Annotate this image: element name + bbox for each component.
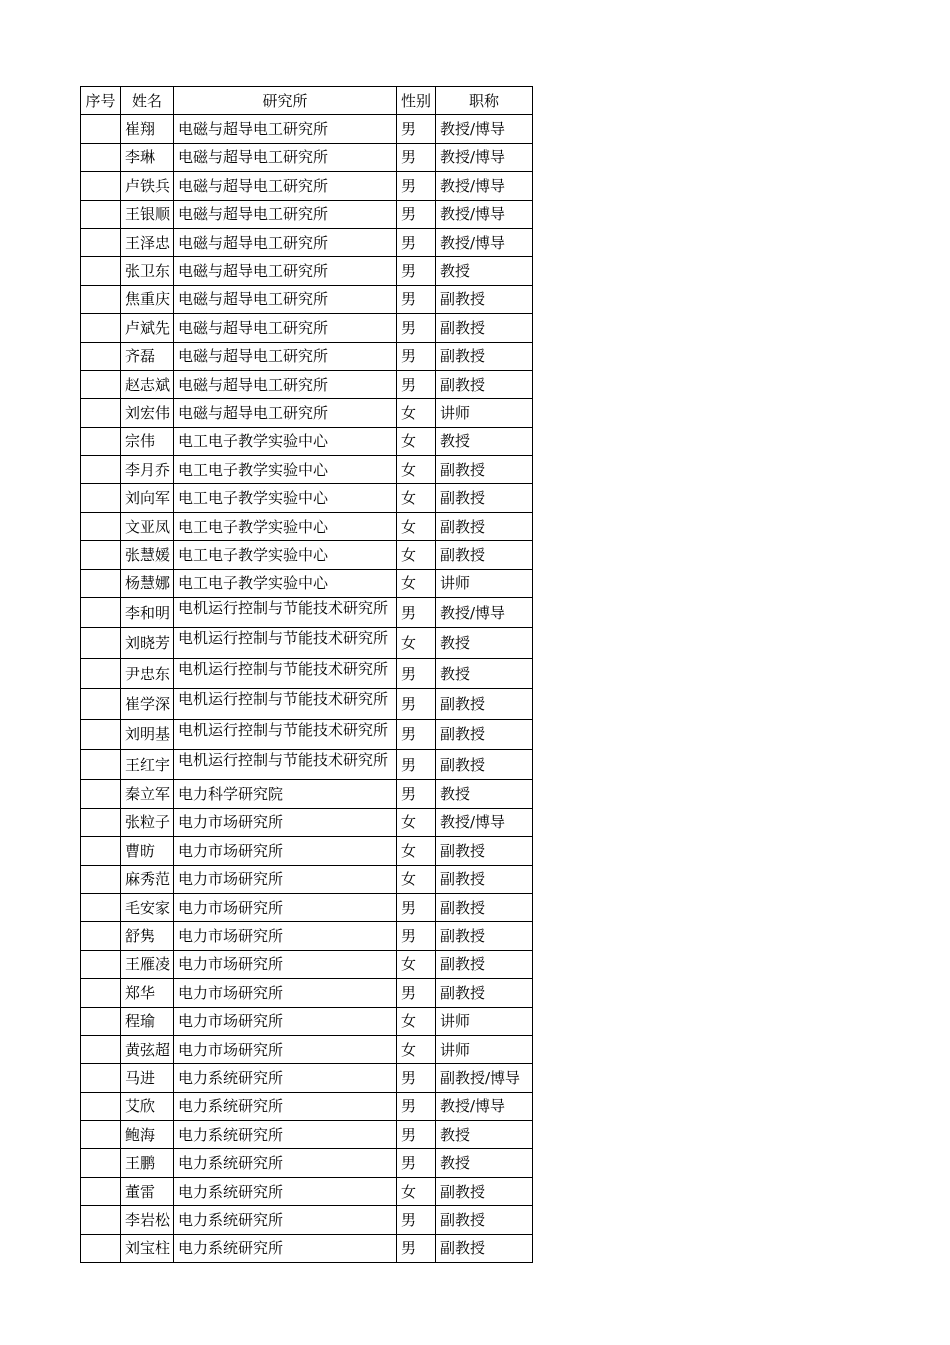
cell-institute: 电力市场研究所: [174, 837, 397, 865]
cell-gender: 女: [397, 541, 436, 569]
cell-name: 马进: [121, 1064, 174, 1092]
cell-gender: 男: [397, 780, 436, 808]
table-row: [81, 285, 533, 313]
table-row: [81, 456, 533, 484]
cell-title: 讲师: [436, 1007, 533, 1035]
table-row: [81, 950, 533, 978]
cell-gender: 男: [397, 370, 436, 398]
cell-no: [81, 1149, 121, 1177]
table-row: [81, 749, 533, 779]
cell-title: 教授: [436, 1149, 533, 1177]
cell-gender: 男: [397, 257, 436, 285]
table-row: [81, 658, 533, 688]
cell-title: 副教授: [436, 314, 533, 342]
cell-name: 李岩松: [121, 1206, 174, 1234]
cell-no: [81, 427, 121, 455]
cell-name: 曹昉: [121, 837, 174, 865]
table-row: [81, 628, 533, 658]
cell-no: [81, 689, 121, 719]
cell-gender: 男: [397, 1092, 436, 1120]
cell-name: 王红宇: [121, 749, 174, 779]
cell-gender: 男: [397, 893, 436, 921]
table-row: [81, 172, 533, 200]
cell-no: [81, 200, 121, 228]
cell-title: 副教授: [436, 837, 533, 865]
cell-name: 赵志斌: [121, 370, 174, 398]
cell-gender: 男: [397, 658, 436, 688]
cell-no: [81, 342, 121, 370]
cell-gender: 男: [397, 285, 436, 313]
table-row: [81, 370, 533, 398]
table-row: [81, 837, 533, 865]
cell-title: 副教授: [436, 342, 533, 370]
cell-name: 李琳: [121, 143, 174, 171]
table-row: [81, 893, 533, 921]
table-row: [81, 399, 533, 427]
cell-title: 教授/博导: [436, 808, 533, 836]
header-name: 姓名: [121, 87, 174, 115]
cell-no: [81, 979, 121, 1007]
cell-institute: 电工电子教学实验中心: [174, 484, 397, 512]
table-row: [81, 541, 533, 569]
table-row: [81, 1121, 533, 1149]
table-row: [81, 200, 533, 228]
cell-gender: 男: [397, 115, 436, 143]
cell-gender: 男: [397, 1149, 436, 1177]
cell-institute: 电磁与超导电工研究所: [174, 257, 397, 285]
cell-institute: 电力市场研究所: [174, 950, 397, 978]
cell-name: 秦立军: [121, 780, 174, 808]
cell-title: 副教授: [436, 689, 533, 719]
cell-gender: 女: [397, 865, 436, 893]
cell-gender: 女: [397, 456, 436, 484]
cell-no: [81, 370, 121, 398]
cell-name: 王雁凌: [121, 950, 174, 978]
cell-name: 张卫东: [121, 257, 174, 285]
cell-name: 刘明基: [121, 719, 174, 749]
cell-gender: 男: [397, 1206, 436, 1234]
table-row: [81, 1035, 533, 1063]
cell-name: 尹忠东: [121, 658, 174, 688]
cell-gender: 女: [397, 628, 436, 658]
cell-gender: 男: [397, 172, 436, 200]
cell-name: 张慧媛: [121, 541, 174, 569]
cell-institute: 电力系统研究所: [174, 1206, 397, 1234]
cell-title: 副教授: [436, 1234, 533, 1262]
cell-gender: 女: [397, 427, 436, 455]
cell-institute: 电磁与超导电工研究所: [174, 399, 397, 427]
cell-gender: 女: [397, 950, 436, 978]
cell-gender: 女: [397, 484, 436, 512]
cell-gender: 女: [397, 808, 436, 836]
cell-institute: 电磁与超导电工研究所: [174, 143, 397, 171]
cell-title: 教授/博导: [436, 200, 533, 228]
table-row: [81, 1177, 533, 1205]
cell-name: 刘宏伟: [121, 399, 174, 427]
header-row: [81, 87, 533, 115]
cell-no: [81, 780, 121, 808]
cell-gender: 男: [397, 342, 436, 370]
cell-title: 副教授: [436, 456, 533, 484]
cell-no: [81, 541, 121, 569]
cell-title: 教授/博导: [436, 228, 533, 256]
cell-institute: 电力科学研究院: [174, 780, 397, 808]
cell-no: [81, 598, 121, 628]
cell-name: 郑华: [121, 979, 174, 1007]
cell-title: 副教授: [436, 370, 533, 398]
cell-title: 教授/博导: [436, 115, 533, 143]
cell-institute: 电工电子教学实验中心: [174, 569, 397, 597]
cell-title: 副教授: [436, 1206, 533, 1234]
cell-name: 崔学深: [121, 689, 174, 719]
cell-institute: 电力市场研究所: [174, 922, 397, 950]
cell-no: [81, 950, 121, 978]
table-row: [81, 512, 533, 540]
cell-no: [81, 1121, 121, 1149]
table-row: [81, 1149, 533, 1177]
cell-institute: 电机运行控制与节能技术研究所: [174, 749, 397, 779]
table-row: [81, 569, 533, 597]
cell-name: 艾欣: [121, 1092, 174, 1120]
cell-institute: 电磁与超导电工研究所: [174, 200, 397, 228]
table-body: [81, 115, 533, 1263]
cell-no: [81, 569, 121, 597]
header-title: 职称: [436, 87, 533, 115]
cell-no: [81, 922, 121, 950]
table-row: [81, 228, 533, 256]
cell-title: 副教授: [436, 285, 533, 313]
cell-title: 教授: [436, 780, 533, 808]
table-row: [81, 1092, 533, 1120]
cell-no: [81, 1234, 121, 1262]
cell-title: 教授/博导: [436, 1092, 533, 1120]
cell-no: [81, 1206, 121, 1234]
cell-gender: 男: [397, 922, 436, 950]
cell-institute: 电磁与超导电工研究所: [174, 172, 397, 200]
cell-title: 副教授: [436, 950, 533, 978]
table-row: [81, 314, 533, 342]
cell-no: [81, 115, 121, 143]
cell-name: 杨慧娜: [121, 569, 174, 597]
cell-gender: 男: [397, 979, 436, 1007]
table-row: [81, 689, 533, 719]
cell-title: 副教授: [436, 1177, 533, 1205]
cell-no: [81, 1064, 121, 1092]
cell-name: 黄弦超: [121, 1035, 174, 1063]
cell-institute: 电力系统研究所: [174, 1177, 397, 1205]
cell-institute: 电工电子教学实验中心: [174, 512, 397, 540]
cell-no: [81, 399, 121, 427]
cell-institute: 电力市场研究所: [174, 893, 397, 921]
table-row: [81, 1007, 533, 1035]
cell-gender: 男: [397, 143, 436, 171]
cell-gender: 女: [397, 1007, 436, 1035]
cell-name: 刘宝柱: [121, 1234, 174, 1262]
cell-title: 教授: [436, 427, 533, 455]
cell-name: 刘晓芳: [121, 628, 174, 658]
header-gender: 性别: [397, 87, 436, 115]
cell-no: [81, 658, 121, 688]
cell-title: 教授: [436, 1121, 533, 1149]
cell-no: [81, 893, 121, 921]
cell-institute: 电力系统研究所: [174, 1092, 397, 1120]
cell-institute: 电力市场研究所: [174, 979, 397, 1007]
cell-gender: 女: [397, 1177, 436, 1205]
table-row: [81, 979, 533, 1007]
cell-gender: 男: [397, 1121, 436, 1149]
cell-title: 副教授: [436, 484, 533, 512]
cell-gender: 男: [397, 749, 436, 779]
cell-institute: 电磁与超导电工研究所: [174, 285, 397, 313]
cell-title: 副教授: [436, 893, 533, 921]
cell-gender: 女: [397, 512, 436, 540]
table-row: [81, 865, 533, 893]
cell-title: 讲师: [436, 569, 533, 597]
staff-table: [80, 86, 533, 1263]
cell-title: 副教授: [436, 541, 533, 569]
cell-title: 副教授: [436, 865, 533, 893]
cell-no: [81, 719, 121, 749]
cell-institute: 电磁与超导电工研究所: [174, 314, 397, 342]
cell-institute: 电力市场研究所: [174, 1007, 397, 1035]
cell-no: [81, 143, 121, 171]
cell-name: 卢铁兵: [121, 172, 174, 200]
cell-title: 讲师: [436, 399, 533, 427]
cell-institute: 电机运行控制与节能技术研究所: [174, 658, 397, 688]
table-row: [81, 922, 533, 950]
cell-title: 副教授/博导: [436, 1064, 533, 1092]
cell-title: 副教授: [436, 749, 533, 779]
cell-institute: 电磁与超导电工研究所: [174, 228, 397, 256]
cell-name: 刘向军: [121, 484, 174, 512]
cell-gender: 女: [397, 1035, 436, 1063]
cell-name: 卢斌先: [121, 314, 174, 342]
cell-institute: 电机运行控制与节能技术研究所: [174, 719, 397, 749]
cell-gender: 女: [397, 569, 436, 597]
cell-no: [81, 257, 121, 285]
cell-gender: 男: [397, 200, 436, 228]
cell-no: [81, 512, 121, 540]
cell-institute: 电磁与超导电工研究所: [174, 342, 397, 370]
cell-institute: 电工电子教学实验中心: [174, 427, 397, 455]
cell-name: 王泽忠: [121, 228, 174, 256]
cell-gender: 男: [397, 689, 436, 719]
table-row: [81, 427, 533, 455]
cell-no: [81, 808, 121, 836]
cell-gender: 男: [397, 1064, 436, 1092]
table-row: [81, 484, 533, 512]
cell-gender: 男: [397, 314, 436, 342]
table-row: [81, 780, 533, 808]
header-institute: 研究所: [174, 87, 397, 115]
cell-name: 鲍海: [121, 1121, 174, 1149]
cell-institute: 电力系统研究所: [174, 1121, 397, 1149]
cell-institute: 电力市场研究所: [174, 1035, 397, 1063]
cell-name: 麻秀范: [121, 865, 174, 893]
cell-gender: 男: [397, 228, 436, 256]
table-row: [81, 598, 533, 628]
cell-name: 舒隽: [121, 922, 174, 950]
cell-institute: 电机运行控制与节能技术研究所: [174, 628, 397, 658]
cell-institute: 电力系统研究所: [174, 1064, 397, 1092]
cell-institute: 电磁与超导电工研究所: [174, 370, 397, 398]
cell-institute: 电工电子教学实验中心: [174, 541, 397, 569]
cell-no: [81, 865, 121, 893]
cell-name: 程瑜: [121, 1007, 174, 1035]
cell-institute: 电机运行控制与节能技术研究所: [174, 689, 397, 719]
table-row: [81, 342, 533, 370]
cell-name: 焦重庆: [121, 285, 174, 313]
cell-institute: 电力系统研究所: [174, 1234, 397, 1262]
cell-institute: 电力系统研究所: [174, 1149, 397, 1177]
cell-name: 崔翔: [121, 115, 174, 143]
table-row: [81, 257, 533, 285]
cell-no: [81, 1092, 121, 1120]
cell-title: 教授/博导: [436, 598, 533, 628]
cell-title: 副教授: [436, 719, 533, 749]
cell-gender: 男: [397, 719, 436, 749]
cell-name: 王银顺: [121, 200, 174, 228]
table-row: [81, 143, 533, 171]
cell-gender: 男: [397, 598, 436, 628]
table-row: [81, 1064, 533, 1092]
table-row: [81, 719, 533, 749]
table-row: [81, 808, 533, 836]
cell-no: [81, 484, 121, 512]
cell-no: [81, 456, 121, 484]
cell-name: 毛安家: [121, 893, 174, 921]
cell-title: 教授: [436, 628, 533, 658]
cell-title: 副教授: [436, 979, 533, 1007]
cell-no: [81, 314, 121, 342]
cell-institute: 电机运行控制与节能技术研究所: [174, 598, 397, 628]
cell-title: 副教授: [436, 922, 533, 950]
cell-no: [81, 1007, 121, 1035]
cell-institute: 电力市场研究所: [174, 808, 397, 836]
cell-name: 李和明: [121, 598, 174, 628]
cell-name: 王鹏: [121, 1149, 174, 1177]
cell-gender: 女: [397, 837, 436, 865]
cell-gender: 女: [397, 399, 436, 427]
cell-gender: 男: [397, 1234, 436, 1262]
cell-no: [81, 285, 121, 313]
cell-title: 教授/博导: [436, 172, 533, 200]
table-row: [81, 115, 533, 143]
cell-name: 文亚凤: [121, 512, 174, 540]
cell-no: [81, 228, 121, 256]
cell-title: 副教授: [436, 512, 533, 540]
cell-title: 教授/博导: [436, 143, 533, 171]
cell-no: [81, 628, 121, 658]
cell-no: [81, 749, 121, 779]
header-no: 序号: [81, 87, 121, 115]
cell-name: 李月乔: [121, 456, 174, 484]
table-row: [81, 1234, 533, 1262]
cell-institute: 电工电子教学实验中心: [174, 456, 397, 484]
cell-name: 齐磊: [121, 342, 174, 370]
cell-institute: 电磁与超导电工研究所: [174, 115, 397, 143]
cell-name: 张粒子: [121, 808, 174, 836]
cell-no: [81, 837, 121, 865]
cell-title: 教授: [436, 257, 533, 285]
cell-no: [81, 1035, 121, 1063]
table-row: [81, 1206, 533, 1234]
cell-title: 讲师: [436, 1035, 533, 1063]
cell-no: [81, 172, 121, 200]
cell-name: 宗伟: [121, 427, 174, 455]
cell-institute: 电力市场研究所: [174, 865, 397, 893]
cell-title: 教授: [436, 658, 533, 688]
cell-no: [81, 1177, 121, 1205]
cell-name: 董雷: [121, 1177, 174, 1205]
